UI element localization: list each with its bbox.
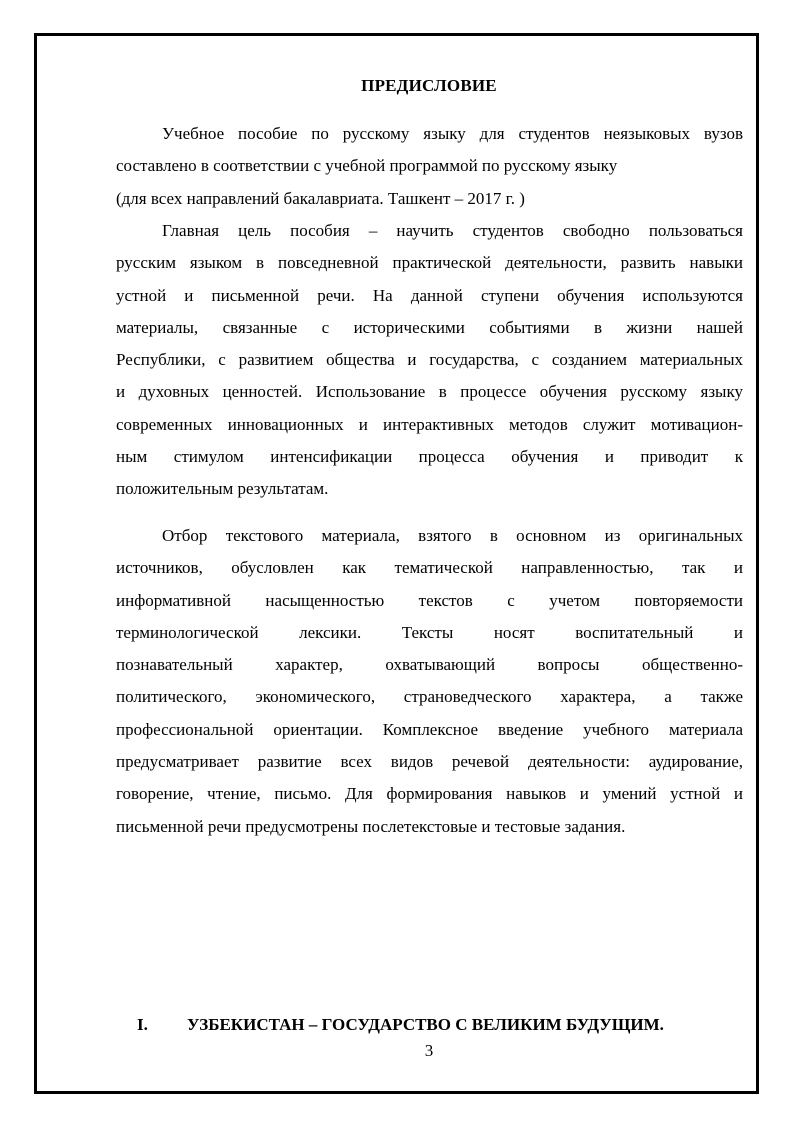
text-line: говорение, чтение, письмо. Для формирования навыков и умений устной и	[116, 784, 743, 804]
section-number: I.	[137, 1015, 148, 1034]
page-heading: ПРЕДИСЛОВИЕ	[361, 76, 497, 95]
paragraph-2	[116, 215, 743, 506]
text-line: положительным результатам.	[116, 479, 329, 499]
text-line: Отбор текстового материала, взятого в основном из оригинальных	[162, 526, 743, 545]
text-line: и духовных ценностей. Использование в процессе обучения русскому языку	[116, 382, 743, 402]
section-heading	[137, 1015, 664, 1035]
text-line: Республики, с развитием общества и государства, с созданием материальных	[116, 350, 743, 370]
text-line: Главная цель пособия – научить студентов свободно пользоваться	[162, 221, 743, 240]
text-line: информативной насыщенностью текстов с учетом повторяемости	[116, 590, 743, 610]
text-line: познавательный характер, охватывающий вопросы общественно-	[116, 655, 743, 675]
text-line: материалы, связанные с историческими событиями в жизни нашей	[116, 317, 743, 337]
text-line: устной и письменной речи. На данной ступени обучения используются	[116, 285, 743, 305]
text-line: профессиональной ориентации. Комплексное введение учебного материала	[116, 719, 743, 739]
text-line: Учебное пособие по русскому языку для студентов неязыковых вузов	[162, 124, 743, 143]
paragraph-3	[116, 520, 743, 843]
paragraph-1	[116, 118, 743, 215]
text-line: (для всех направлений бакалавриата. Ташкент – 2017 г. )	[116, 188, 525, 208]
text-line: письменной речи предусмотрены послетекстовые и тестовые задания.	[116, 816, 626, 836]
text-line: современных инновационных и интерактивных методов служит мотивацион-	[116, 414, 743, 434]
page-number: 3	[424, 1041, 434, 1060]
text-line: ным стимулом интенсификации процесса обучения и приводит к	[116, 447, 743, 467]
section-title-text: УЗБЕКИСТАН – ГОСУДАРСТВО С ВЕЛИКИМ БУДУЩИМ.	[187, 1015, 664, 1034]
text-line: политического, экономического, страноведческого характера, а также	[116, 687, 743, 707]
text-line: предусматривает развитие всех видов речевой деятельности: аудирование,	[116, 752, 743, 772]
text-line: терминологической лексики. Тексты носят воспитательный и	[116, 622, 743, 642]
text-line: русским языком в повседневной практической деятельности, развить навыки	[116, 253, 743, 273]
text-line: составлено в соответствии с учебной программой по русскому языку	[116, 156, 618, 176]
text-line: источников, обусловлен как тематической направленностью, так и	[116, 558, 743, 578]
